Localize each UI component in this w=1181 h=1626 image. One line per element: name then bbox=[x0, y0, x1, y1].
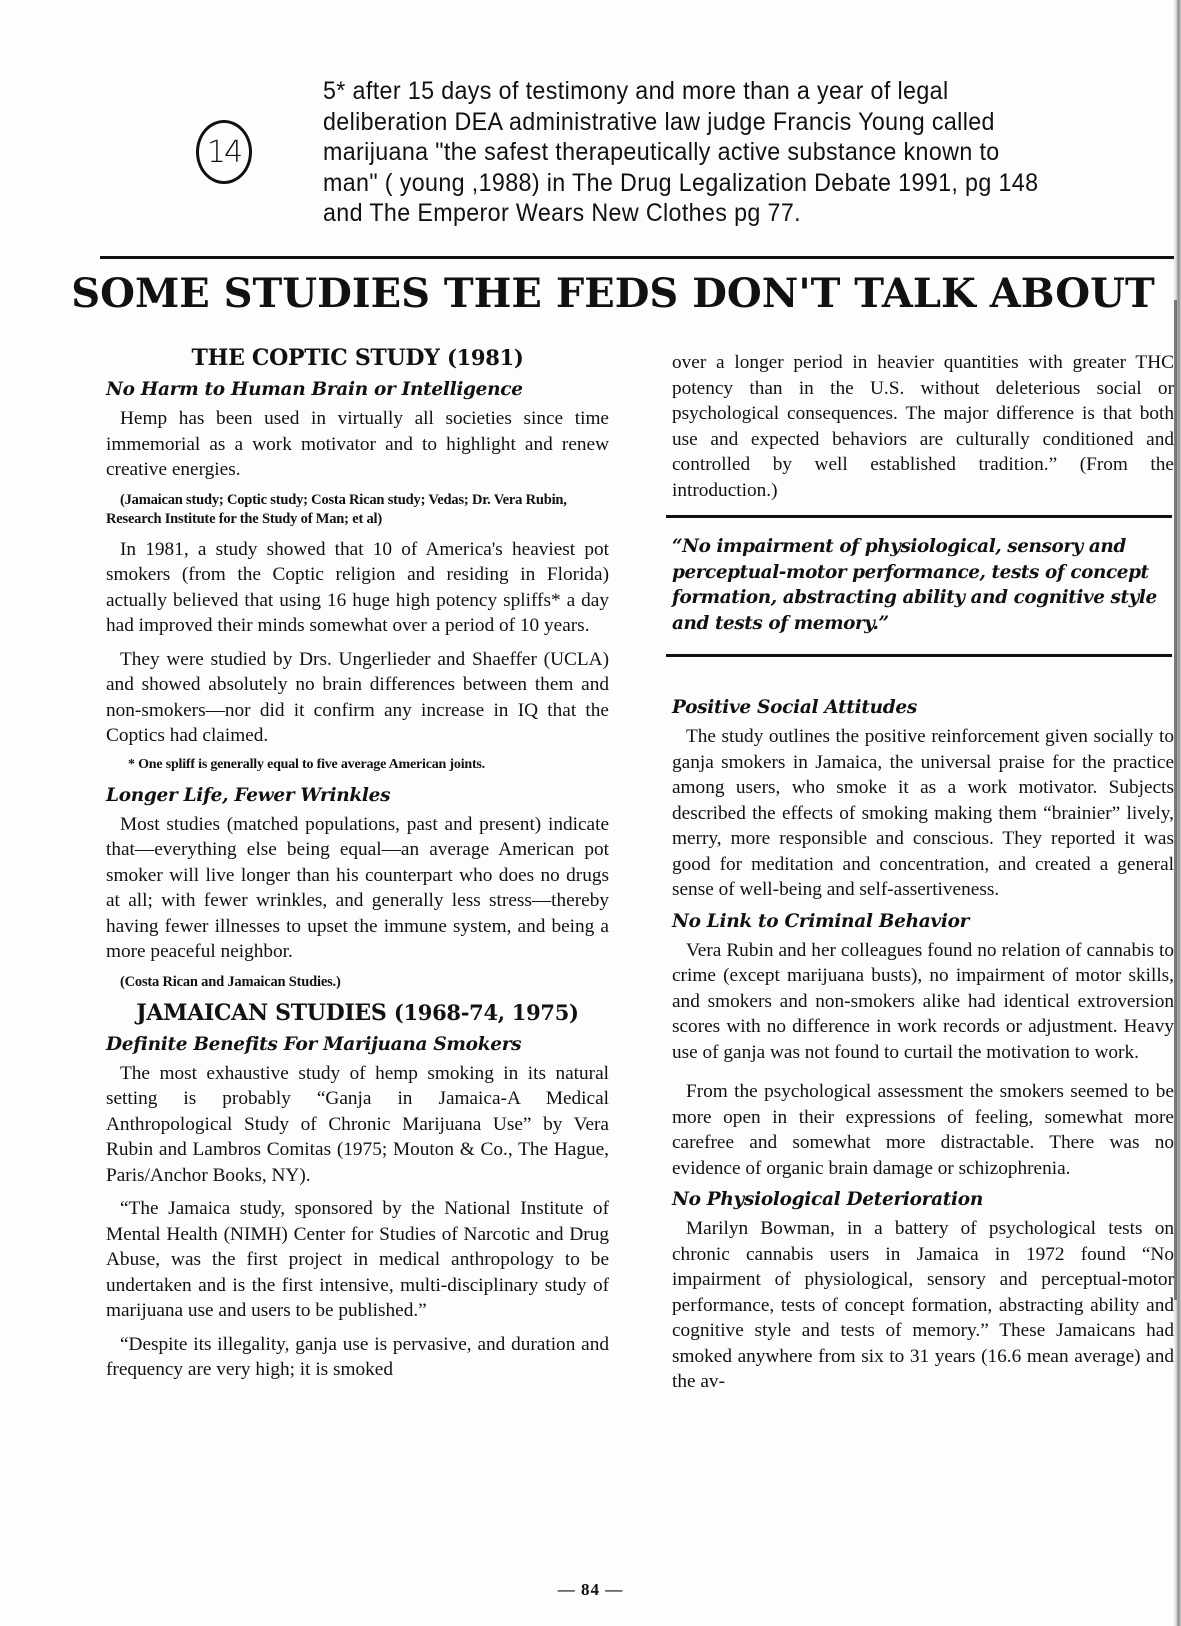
citation: (Costa Rican and Jamaican Studies.) bbox=[120, 973, 341, 990]
note-number: 14 bbox=[206, 134, 242, 170]
paragraph: The most exhaustive study of hemp smoking in its natural setting is probably “Ganja in Jamaica-A Medical Anthropological Study of Chronic Marijuana Use” by Vera Rubin and Lambros Comitas (1975; Mouton & Co., The Hague, Paris/Anchor Books, NY). bbox=[106, 1062, 609, 1186]
subhead-no-harm: No Harm to Human Brain or Intelligence bbox=[106, 379, 523, 400]
paragraph: They were studied by Drs. Ungerlieder and Shaeffer (UCLA) and showed absolutely no brain differences between them and non-smokers—nor did it confirm any increase in IQ that the Coptics had claimed. bbox=[106, 648, 609, 746]
footnote-annotation bbox=[323, 76, 1086, 229]
paragraph-continued: over a longer period in heavier quantities with greater THC potency than in the U.S. without deleterious social or psychological consequences. The major difference is that both use and expected behaviors are culturally conditioned and controlled by well established tradition.” (From the introduction.) bbox=[672, 352, 1174, 501]
section-title-jamaican bbox=[106, 1000, 609, 1026]
annotation-line: 5* after 15 days of testimony and more than a year of legal bbox=[323, 77, 949, 105]
section-title-text: JAMAICAN STUDIES bbox=[136, 999, 387, 1026]
subhead-positive-social: Positive Social Attitudes bbox=[672, 697, 917, 718]
subhead-no-link-criminal: No Link to Criminal Behavior bbox=[672, 910, 970, 932]
paragraph: “Despite its illegality, ganja use is pervasive, and duration and frequency are very high; it is smoked bbox=[106, 1333, 609, 1380]
section-year: (1981) bbox=[446, 345, 524, 370]
paragraph: Hemp has been used in virtually all societies since time immemorial as a work motivator and to highlight and renew creative energies. bbox=[106, 408, 609, 480]
section-year: (1968-74, 1975) bbox=[393, 999, 579, 1025]
pullquote: “No impairment of physiological, sensory and perceptual-motor performance, tests of concept formation, abstracting ability and cognitive style and tests of memory.” bbox=[672, 536, 1157, 634]
section-title-text: THE COPTIC STUDY bbox=[191, 345, 440, 371]
section-title-coptic bbox=[106, 345, 609, 371]
paragraph: “The Jamaica study, sponsored by the National Institute of Mental Health (NIMH) Center for Studies of Narcotic and Drug Abuse, was the first project in medical anthropology to be undertaken and is the first intensive, multi-disciplinary study of marijuana use and users to be published.” bbox=[106, 1198, 609, 1321]
annotation-line: deliberation DEA administrative law judge Francis Young called bbox=[323, 107, 995, 136]
circled-note-number bbox=[196, 120, 252, 184]
paragraph: Marilyn Bowman, in a battery of psychological tests on chronic cannabis users in Jamaica in 1972 found “No impairment of physiological, sensory and perceptual-motor performance, tests of concept formation, abstracting ability and cognitive style and tests of memory.” These Jamaicans had smoked anywhere from six to 31 years (16.6 mean average) and the av- bbox=[672, 1218, 1174, 1392]
scan-binding-shadow bbox=[1174, 300, 1177, 1300]
pullquote-rule-bottom bbox=[666, 654, 1172, 657]
paragraph: In 1981, a study showed that 10 of America's heaviest pot smokers (from the Coptic religion and residing in Florida) actually believed that using 16 huge high potency spliffs* a day had improved their minds somewhat over a period of 10 years. bbox=[106, 538, 609, 636]
page-number: — 84 — bbox=[557, 1580, 624, 1599]
right-column bbox=[672, 350, 1174, 1403]
citation: (Jamaican study; Coptic study; Costa Rican study; Vedas; Dr. Vera Rubin, Research Institute for the Study of Man; et al) bbox=[106, 491, 567, 527]
spliff-footnote: * One spliff is generally equal to five average American joints. bbox=[128, 756, 485, 772]
headline-rule bbox=[100, 256, 1174, 259]
page-headline: SOME STUDIES THE FEDS DON'T TALK ABOUT bbox=[71, 270, 1155, 317]
annotation-line: and The Emperor Wears New Clothes pg 77. bbox=[323, 199, 801, 227]
subhead-longer-life: Longer Life, Fewer Wrinkles bbox=[106, 784, 391, 806]
subhead-definite-benefits: Definite Benefits For Marijuana Smokers bbox=[106, 1033, 522, 1055]
left-column bbox=[106, 345, 609, 1391]
paragraph: The study outlines the positive reinforcement given socially to ganja smokers in Jamaica, the universal praise for the practice among users, who smoke it as a work motivator. Subjects described the effects of smoking making them “brainier” lively, merry, more responsible and conscious. They reported it was good for meditation and concentration, and created a general sense of well-being and self-assertiveness. bbox=[672, 726, 1174, 900]
annotation-line: man" ( young ,1988) in The Drug Legalization Debate 1991, pg 148 bbox=[323, 168, 1039, 197]
paragraph: From the psychological assessment the smokers seemed to be more open in their expressions of feeling, somewhat more carefree and somewhat more distractable. There was no evidence of organic brain damage or schizophrenia. bbox=[672, 1081, 1174, 1179]
annotation-line: marijuana "the safest therapeutically active substance known to bbox=[323, 138, 1000, 166]
paragraph: Most studies (matched populations, past and present) indicate that—everything else being equal—an average American pot smoker will live longer than his counterpart who does no drugs at all; with fewer wrinkles, and generally less stress—thereby having fewer illnesses to upset the immune system, and being a more peaceful neighbor. bbox=[106, 813, 609, 962]
subhead-no-physiological: No Physiological Deterioration bbox=[672, 1189, 983, 1210]
paragraph: Vera Rubin and her colleagues found no relation of cannabis to crime (except marijuana busts), no impairment of motor skills, and smokers and non-smokers alike had identical extroversion scores with no difference in work records or adjustment. Heavy use of ganja was not found to curtail the motivation to work. bbox=[672, 939, 1174, 1063]
pullquote-rule-top bbox=[666, 515, 1172, 518]
